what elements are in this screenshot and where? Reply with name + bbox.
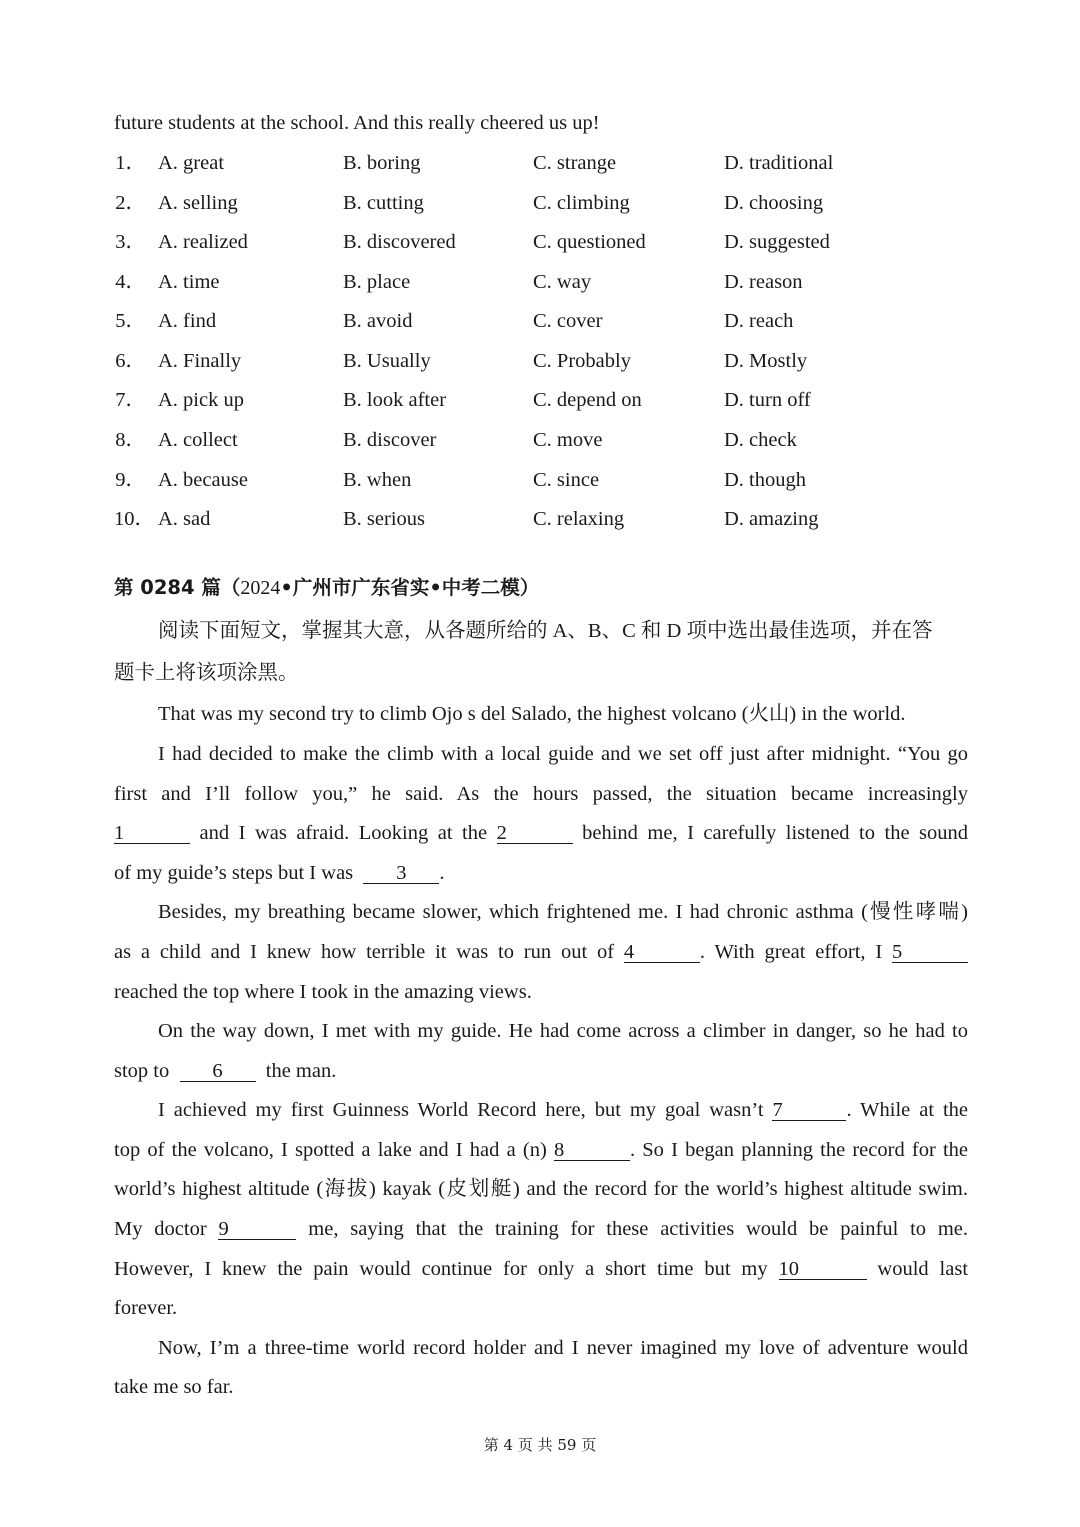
- text-segment: behind me, I carefully listened to the sound: [582, 822, 969, 844]
- passage-p3-line-1: Besides, my breathing became slower, which frightened me. I had chronic asthma (慢性哮喘): [158, 901, 968, 923]
- blank-7: 7: [772, 1100, 846, 1121]
- text-segment: as a child and I knew how terrible it was to run out of: [114, 941, 615, 963]
- question-number: 9．: [115, 469, 146, 491]
- option-a: A. Finally: [158, 350, 242, 372]
- passage-p2-line-2: first and I’ll follow you,” he said. As the hours passed, the situation became increasingly: [114, 783, 968, 805]
- question-number: 1．: [115, 152, 146, 174]
- question-row: [0, 150, 1080, 176]
- option-a: A. great: [158, 152, 225, 174]
- text-segment: . With great effort, I: [699, 941, 883, 963]
- passage-p6-line-1: Now, I’m a three-time world record holder and I never imagined my love of adventure would: [158, 1337, 968, 1359]
- option-d: D. though: [724, 469, 806, 491]
- blank-4: 4: [624, 942, 700, 963]
- text-segment: .: [439, 862, 445, 884]
- option-d: D. Mostly: [724, 350, 808, 372]
- passage-p5-line-2: [114, 1137, 968, 1163]
- question-row: [0, 348, 1080, 374]
- question-row: [0, 467, 1080, 493]
- text-segment: the man.: [265, 1060, 337, 1082]
- option-b: B. boring: [343, 152, 421, 174]
- question-number: 7．: [115, 389, 146, 411]
- option-c: C. climbing: [533, 192, 630, 214]
- question-number: 6．: [115, 350, 146, 372]
- option-b: B. discovered: [343, 231, 456, 253]
- blank-3: 3: [363, 863, 439, 884]
- option-d: D. traditional: [724, 152, 834, 174]
- blank-6: 6: [180, 1061, 256, 1082]
- option-b: B. look after: [343, 389, 447, 411]
- option-c: C. cover: [533, 310, 603, 332]
- heading-suffix: •广州市广东省实•中考二模）: [280, 576, 540, 599]
- passage-p3-line-2: [114, 939, 968, 965]
- heading-prefix: 第 0284 篇（: [114, 576, 241, 599]
- passage-p2-line-3: [114, 820, 968, 846]
- question-row: [0, 269, 1080, 295]
- option-d: D. suggested: [724, 231, 830, 253]
- passage-p3-line-3: reached the top where I took in the amazing views.: [114, 981, 532, 1003]
- passage-p4-line-2: [114, 1058, 336, 1084]
- passage-p5-line-4: [114, 1216, 968, 1242]
- option-c: C. strange: [533, 152, 617, 174]
- question-number: 3．: [115, 231, 146, 253]
- instruction-line-2: 题卡上将该项涂黑。: [114, 662, 299, 684]
- option-a: A. collect: [158, 429, 238, 451]
- blank-2: 2: [497, 823, 573, 844]
- option-d: D. turn off: [724, 389, 811, 411]
- question-number: 2．: [115, 192, 146, 214]
- option-a: A. because: [158, 469, 248, 491]
- option-a: A. selling: [158, 192, 238, 214]
- question-row: [0, 506, 1080, 532]
- option-c: C. since: [533, 469, 600, 491]
- option-b: B. discover: [343, 429, 437, 451]
- question-number: 10．: [114, 508, 155, 530]
- text-segment: top of the volcano, I spotted a lake and I had a (n): [114, 1139, 547, 1161]
- text-segment: me, saying that the training for these activities would be painful to me.: [308, 1218, 969, 1240]
- passage-p1: That was my second try to climb Ojo s del Salado, the highest volcano (火山) in the world.: [158, 703, 906, 725]
- option-d: D. amazing: [724, 508, 819, 530]
- option-a: A. find: [158, 310, 217, 332]
- text-segment: My doctor: [114, 1218, 207, 1240]
- passage-p2-line-4: [114, 860, 445, 886]
- text-segment: of my guide’s steps but I was: [114, 862, 354, 884]
- passage-p5-line-6: forever.: [114, 1297, 178, 1319]
- text-segment: . So I began planning the record for the: [629, 1139, 968, 1161]
- blank-10: 10: [779, 1259, 867, 1280]
- option-b: B. serious: [343, 508, 425, 530]
- question-row: [0, 190, 1080, 216]
- option-c: C. Probably: [533, 350, 631, 372]
- option-c: C. relaxing: [533, 508, 625, 530]
- page-footer: 第 4 页 共 59 页: [483, 1436, 597, 1454]
- option-b: B. cutting: [343, 192, 424, 214]
- passage-p5-line-5: [114, 1256, 968, 1282]
- passage-p5-line-3: world’s highest altitude (海拔) kayak (皮划艇) and the record for the world’s highest altitude swim.: [114, 1178, 968, 1200]
- question-number: 5．: [115, 310, 146, 332]
- option-b: B. place: [343, 271, 411, 293]
- option-b: B. when: [343, 469, 412, 491]
- blank-8: 8: [554, 1140, 630, 1161]
- option-b: B. avoid: [343, 310, 413, 332]
- passage-p2-line-1: I had decided to make the climb with a local guide and we set off just after midnight. “You go: [158, 743, 968, 765]
- option-b: B. Usually: [343, 350, 431, 372]
- option-c: C. questioned: [533, 231, 646, 253]
- option-d: D. reach: [724, 310, 794, 332]
- question-row: [0, 427, 1080, 453]
- text-segment: I achieved my first Guinness World Record here, but my goal wasn’t: [158, 1099, 764, 1121]
- heading-year: 2024: [240, 577, 281, 599]
- intro-tail-text: future students at the school. And this really cheered us up!: [114, 112, 600, 134]
- option-a: A. pick up: [158, 389, 244, 411]
- question-row: [0, 387, 1080, 413]
- blank-1: 1: [114, 823, 190, 844]
- question-row: [0, 308, 1080, 334]
- question-number: 8．: [115, 429, 146, 451]
- option-a: A. sad: [158, 508, 211, 530]
- text-segment: would last: [877, 1258, 969, 1280]
- option-a: A. realized: [158, 231, 248, 253]
- option-d: D. reason: [724, 271, 803, 293]
- passage-p5-line-1: [158, 1097, 968, 1123]
- option-c: C. depend on: [533, 389, 642, 411]
- instruction-line-1: 阅读下面短文，掌握其大意，从各题所给的 A、B、C 和 D 项中选出最佳选项，并在答: [158, 620, 933, 642]
- blank-9: 9: [218, 1219, 296, 1240]
- text-segment: . While at the: [846, 1099, 969, 1121]
- section-heading: [114, 575, 539, 601]
- question-number: 4．: [115, 271, 146, 293]
- option-c: C. move: [533, 429, 603, 451]
- question-row: [0, 229, 1080, 255]
- option-a: A. time: [158, 271, 220, 293]
- option-d: D. choosing: [724, 192, 824, 214]
- blank-5: 5: [892, 942, 968, 963]
- option-d: D. check: [724, 429, 797, 451]
- passage-p4-line-1: On the way down, I met with my guide. He had come across a climber in danger, so he had to: [158, 1020, 968, 1042]
- text-segment: However, I knew the pain would continue for only a short time but my: [114, 1258, 768, 1280]
- option-c: C. way: [533, 271, 592, 293]
- text-segment: and I was afraid. Looking at the: [199, 822, 488, 844]
- passage-p6-line-2: take me so far.: [114, 1376, 234, 1398]
- text-segment: stop to: [114, 1060, 170, 1082]
